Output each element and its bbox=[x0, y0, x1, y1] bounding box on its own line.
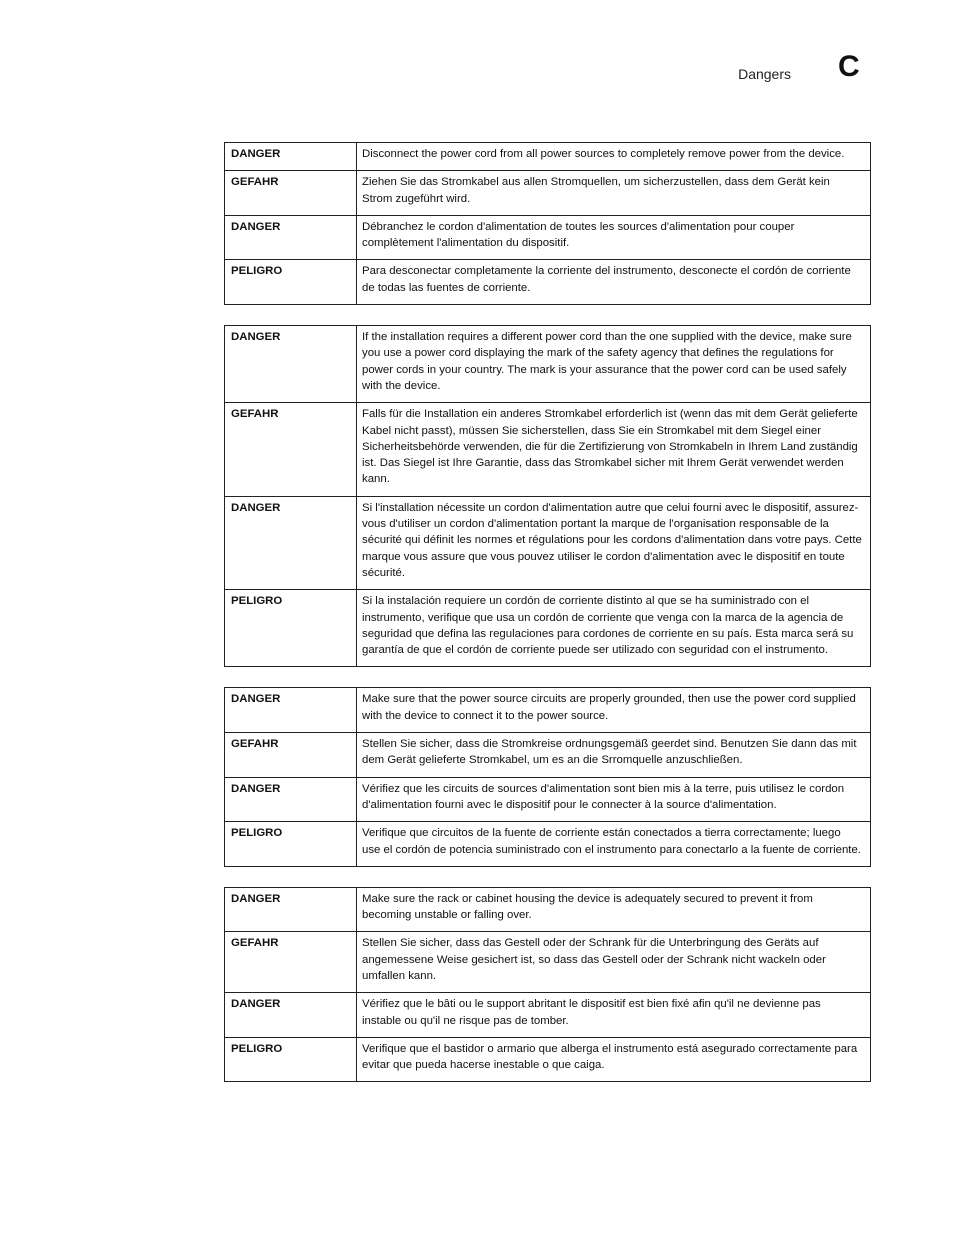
notice-text: Vérifiez que le bâti ou le support abritant le dispositif est bien fixé afin qu'il ne devienne pas instable ou qu'il ne risque pas de tomber. bbox=[357, 993, 871, 1038]
notice-label: PELIGRO bbox=[225, 590, 357, 667]
table-row bbox=[225, 993, 871, 1038]
table-row bbox=[225, 590, 871, 667]
notice-text: Make sure the rack or cabinet housing the device is adequately secured to prevent it from becoming unstable or falling over. bbox=[357, 887, 871, 932]
notice-label: GEFAHR bbox=[225, 171, 357, 216]
notice-label: DANGER bbox=[225, 993, 357, 1038]
notice-text: Disconnect the power cord from all power sources to completely remove power from the device. bbox=[357, 143, 871, 171]
table-row bbox=[225, 822, 871, 867]
table-row bbox=[225, 171, 871, 216]
notice-text: Si l'installation nécessite un cordon d'alimentation autre que celui fourni avec le dispositif, assurez-vous d'utiliser un cordon d'alimentation portant la marque de l'organisation responsable de la sécurité qui définit les normes et régulations pour les cordons d'alimentation dans votre pays. Cette marque vous assure que vous pouvez utiliser le cordon d'alimentation avec le dispositif en toute sécurité. bbox=[357, 496, 871, 589]
notice-label: DANGER bbox=[225, 887, 357, 932]
table-row bbox=[225, 777, 871, 822]
table-row bbox=[225, 688, 871, 733]
notice-label: DANGER bbox=[225, 496, 357, 589]
notice-label: DANGER bbox=[225, 215, 357, 260]
notice-text: Débranchez le cordon d'alimentation de toutes les sources d'alimentation pour couper complètement l'alimentation du dispositif. bbox=[357, 215, 871, 260]
notice-text: Vérifiez que les circuits de sources d'alimentation sont bien mis à la terre, puis utilisez le cordon d'alimentation fourni avec le dispositif pour le connecter à la source d'alimentation. bbox=[357, 777, 871, 822]
notice-text: Stellen Sie sicher, dass die Stromkreise ordnungsgemäß geerdet sind. Benutzen Sie dann das mit dem Gerät gelieferte Stromkabel, um es an die Srromquelle anzuschließen. bbox=[357, 733, 871, 778]
notice-text: Verifique que el bastidor o armario que alberga el instrumento está asegurado correctamente para evitar que pueda hacerse inestable o que caiga. bbox=[357, 1037, 871, 1082]
notice-text: Ziehen Sie das Stromkabel aus allen Stromquellen, um sicherzustellen, dass dem Gerät kein Strom zugeführt wird. bbox=[357, 171, 871, 216]
notice-label: PELIGRO bbox=[225, 1037, 357, 1082]
page-header bbox=[0, 0, 954, 110]
notice-text: Stellen Sie sicher, dass das Gestell oder der Schrank für die Unterbringung des Geräts auf angemessene Weise gesichert ist, so dass das Gestell oder der Schrank nicht wackeln oder umfallen kann. bbox=[357, 932, 871, 993]
table-row bbox=[225, 260, 871, 305]
section-title: Dangers bbox=[738, 66, 791, 82]
table-row bbox=[225, 733, 871, 778]
danger-notices bbox=[224, 142, 871, 1102]
notice-label: DANGER bbox=[225, 777, 357, 822]
notice-text: Verifique que circuitos de la fuente de corriente están conectados a tierra correctamente; luego use el cordón de potencia suministrado con el instrumento para conectarlo a la fuente de corriente. bbox=[357, 822, 871, 867]
notice-label: PELIGRO bbox=[225, 822, 357, 867]
table-row bbox=[225, 215, 871, 260]
notice-text: If the installation requires a different power cord than the one supplied with the device, make sure you use a power cord displaying the mark of the safety agency that defines the regulations for power cords in your country. The mark is your assurance that the power cord can be used safely with the device. bbox=[357, 326, 871, 403]
appendix-letter: C bbox=[838, 50, 860, 83]
table-row bbox=[225, 932, 871, 993]
notice-label: DANGER bbox=[225, 326, 357, 403]
table-row bbox=[225, 143, 871, 171]
notice-label: GEFAHR bbox=[225, 403, 357, 496]
notice-table-power-cord bbox=[224, 325, 871, 667]
notice-text: Si la instalación requiere un cordón de corriente distinto al que se ha suministrado con el instrumento, verifique que usa un cordón de corriente que venga con la marca de la agencia de seguridad que defina las regulaciones para cordones de corriente en su país. Esta marca será su garantía de que el cordón de corriente puede ser utilizado con seguridad con el instrumento. bbox=[357, 590, 871, 667]
notice-table-grounding bbox=[224, 687, 871, 866]
notice-table-rack-secure bbox=[224, 887, 871, 1083]
notice-label: GEFAHR bbox=[225, 932, 357, 993]
table-row bbox=[225, 887, 871, 932]
notice-table-power-disconnect bbox=[224, 142, 871, 305]
table-row bbox=[225, 1037, 871, 1082]
notice-label: PELIGRO bbox=[225, 260, 357, 305]
notice-text: Falls für die Installation ein anderes Stromkabel erforderlich ist (wenn das mit dem Gerät gelieferte Kabel nicht passt), müssen Sie sicherstellen, dass Sie ein Stromkabel mit dem Siegel einer Sicherheitsbehörde verwenden, die für die Zertifizierung von Stromkabeln in Ihrem Land zuständig ist. Das Siegel ist Ihre Garantie, dass das Stromkabel sicher mit Ihrem Gerät verwendet werden kann. bbox=[357, 403, 871, 496]
notice-text: Make sure that the power source circuits are properly grounded, then use the power cord supplied with the device to connect it to the power source. bbox=[357, 688, 871, 733]
notice-label: DANGER bbox=[225, 143, 357, 171]
notice-text: Para desconectar completamente la corriente del instrumento, desconecte el cordón de corriente de todas las fuentes de corriente. bbox=[357, 260, 871, 305]
notice-label: GEFAHR bbox=[225, 733, 357, 778]
table-row bbox=[225, 403, 871, 496]
notice-label: DANGER bbox=[225, 688, 357, 733]
table-row bbox=[225, 326, 871, 403]
table-row bbox=[225, 496, 871, 589]
